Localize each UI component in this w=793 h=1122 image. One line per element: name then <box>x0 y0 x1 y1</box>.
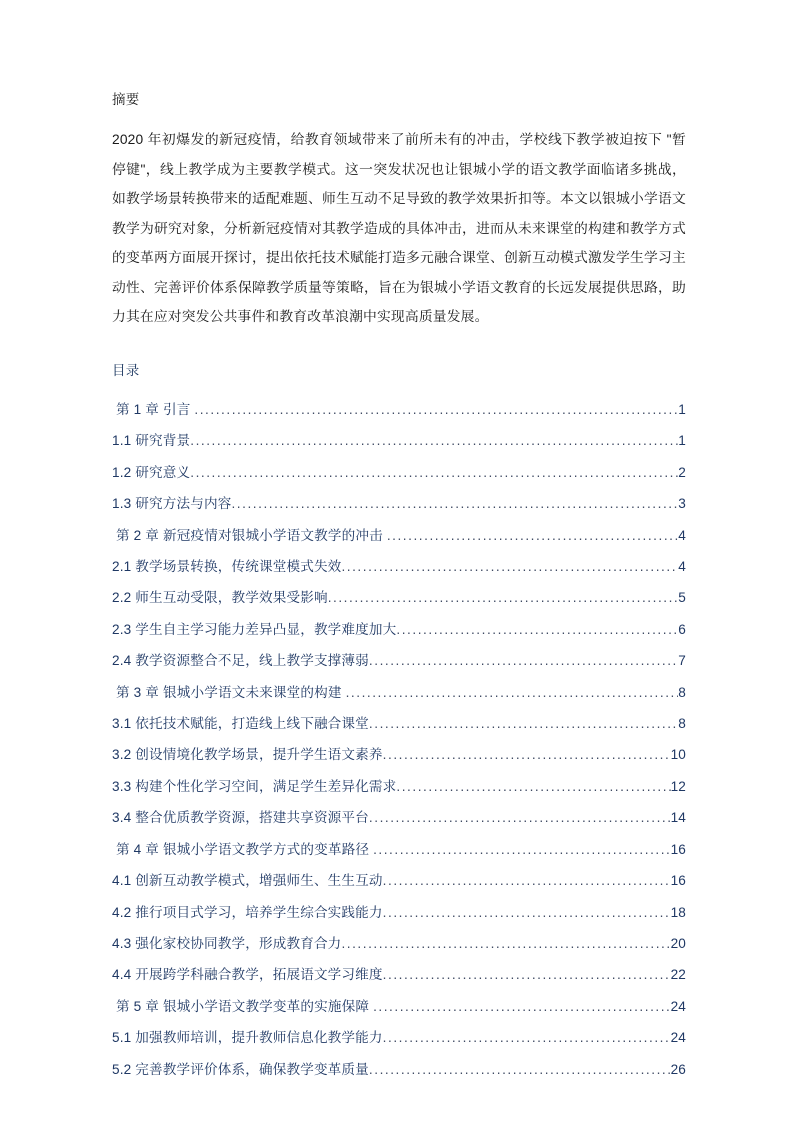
toc-dot-leader <box>373 834 671 865</box>
toc-dot-leader <box>190 425 678 456</box>
toc-entry[interactable] <box>112 1022 686 1053</box>
table-of-contents <box>112 394 686 1085</box>
toc-page-number: 16 <box>670 873 686 889</box>
toc-page-number: 16 <box>670 841 686 857</box>
toc-entry[interactable] <box>112 457 686 488</box>
toc-dot-leader <box>383 739 671 770</box>
toc-page-number: 12 <box>670 778 686 794</box>
toc-entry[interactable] <box>112 425 686 456</box>
toc-page-number: 8 <box>678 716 686 732</box>
toc-dot-leader <box>328 582 679 613</box>
toc-entry-label: 2.3 学生自主学习能力差异凸显，教学难度加大 <box>112 621 397 637</box>
toc-entry[interactable] <box>112 394 686 425</box>
toc-entry-label: 第 4 章 银城小学语文教学方式的变革路径 <box>116 841 370 857</box>
toc-entry[interactable] <box>112 991 686 1022</box>
toc-entry-label: 第 3 章 银城小学语文未来课堂的构建 <box>116 684 342 700</box>
toc-entry-label: 5.2 完善教学评价体系，确保教学变革质量 <box>112 1061 369 1077</box>
toc-page-number: 7 <box>678 653 686 669</box>
toc-dot-leader <box>383 1022 671 1053</box>
toc-page-number: 10 <box>670 747 686 763</box>
toc-entry[interactable] <box>112 582 686 613</box>
toc-entry[interactable] <box>112 614 686 645</box>
toc-dot-leader <box>341 551 678 582</box>
toc-entry-label: 3.4 整合优质教学资源，搭建共享资源平台 <box>112 810 369 826</box>
toc-entry[interactable] <box>112 1054 686 1085</box>
toc-page-number: 3 <box>678 496 686 512</box>
toc-entry[interactable] <box>112 708 686 739</box>
toc-page-number: 2 <box>678 464 686 480</box>
toc-dot-leader <box>396 614 678 645</box>
toc-page-number: 20 <box>670 935 686 951</box>
toc-page-number: 1 <box>678 402 686 417</box>
toc-entry-label: 4.2 推行项目式学习，培养学生综合实践能力 <box>112 904 383 920</box>
toc-dot-leader <box>190 457 678 488</box>
toc-dot-leader <box>383 959 671 990</box>
toc-entry-label: 第 2 章 新冠疫情对银城小学语文教学的冲击 <box>116 527 383 543</box>
toc-entry[interactable] <box>112 645 686 676</box>
toc-entry-label: 3.1 依托技术赋能，打造线上线下融合课堂 <box>112 716 369 732</box>
toc-entry[interactable] <box>112 897 686 928</box>
abstract-body-text: 2020 年初爆发的新冠疫情，给教育领域带来了前所未有的冲击，学校线下教学被迫按下 "暂停键"，线上教学成为主要教学模式。这一突发状况也让银城小学的语文教学面临诸多挑战，如教学场景转换带来的适配难题、师生互动不足导致的教学效果折扣等。本文以银城小学语文教学为研究对象，分析新冠疫情对其教学造成的具体冲击，进而从未来课堂的构建和教学方式的变革两方面展开探讨，提出依托技术赋能打造多元融合课堂、创新互动模式激发学生学习主动性、完善评价体系保障教学质量等策略，旨在为银城小学语文教育的长远发展提供思路，助力其在应对突发公共事件和教育改革浪潮中实现高质量发展。 <box>112 131 686 325</box>
toc-entry-label: 4.4 开展跨学科融合教学，拓展语文学习维度 <box>112 967 383 983</box>
toc-dot-leader <box>373 991 671 1022</box>
toc-entry-label: 第 5 章 银城小学语文教学变革的实施保障 <box>116 998 370 1014</box>
toc-entry[interactable] <box>112 488 686 519</box>
toc-entry[interactable] <box>112 520 686 551</box>
toc-entry[interactable] <box>112 959 686 990</box>
toc-entry-label: 2.2 师生互动受限，教学效果受影响 <box>112 590 328 606</box>
toc-entry-label: 1.1 研究背景 <box>112 433 191 449</box>
toc-entry-label: 4.1 创新互动教学模式，增强师生、生生互动 <box>112 873 383 889</box>
toc-entry[interactable] <box>112 834 686 865</box>
toc-page-number: 8 <box>678 684 686 700</box>
toc-entry-label: 1.3 研究方法与内容 <box>112 496 232 512</box>
toc-entry[interactable] <box>112 802 686 833</box>
toc-page-number: 1 <box>678 433 686 449</box>
toc-entry-label: 4.3 强化家校协同教学，形成教育合力 <box>112 935 342 951</box>
toc-entry-label: 1.2 研究意义 <box>112 464 191 480</box>
toc-page-number: 18 <box>670 904 686 920</box>
toc-entry-label: 2.1 教学场景转换，传统课堂模式失效 <box>112 559 342 575</box>
toc-entry[interactable] <box>112 865 686 896</box>
toc-entry[interactable] <box>112 771 686 802</box>
toc-entry[interactable] <box>112 739 686 770</box>
toc-entry-label: 第 1 章 引言 <box>116 402 191 417</box>
toc-entry-label: 2.4 教学资源整合不足，线上教学支撑薄弱 <box>112 653 369 669</box>
toc-dot-leader <box>369 708 678 739</box>
page-content <box>112 90 686 1085</box>
toc-entry[interactable] <box>112 928 686 959</box>
toc-dot-leader <box>231 488 678 519</box>
toc-heading: 目录 <box>112 363 140 379</box>
toc-page-number: 4 <box>678 559 686 575</box>
toc-page-number: 14 <box>670 810 686 826</box>
toc-page-number: 6 <box>678 621 686 637</box>
toc-dot-leader <box>387 520 678 551</box>
toc-page-number: 5 <box>678 590 686 606</box>
toc-dot-leader <box>383 897 671 928</box>
abstract-heading: 摘要 <box>112 92 140 107</box>
toc-dot-leader <box>369 645 678 676</box>
toc-entry-label: 3.3 构建个性化学习空间，满足学生差异化需求 <box>112 778 397 794</box>
toc-dot-leader <box>383 865 671 896</box>
toc-entry[interactable] <box>112 551 686 582</box>
toc-page-number: 24 <box>670 998 686 1014</box>
toc-page-number: 24 <box>670 1030 686 1046</box>
toc-dot-leader <box>396 771 670 802</box>
toc-entry[interactable] <box>112 677 686 708</box>
toc-dot-leader <box>369 802 671 833</box>
toc-dot-leader <box>346 677 679 708</box>
toc-dot-leader <box>194 394 678 425</box>
toc-entry-label: 3.2 创设情境化教学场景，提升学生语文素养 <box>112 747 383 763</box>
toc-page-number: 4 <box>678 527 686 543</box>
toc-dot-leader <box>341 928 670 959</box>
toc-entry-label: 5.1 加强教师培训，提升教师信息化教学能力 <box>112 1030 383 1046</box>
toc-dot-leader <box>369 1054 671 1085</box>
toc-page-number: 22 <box>670 967 686 983</box>
toc-page-number: 26 <box>670 1061 686 1077</box>
